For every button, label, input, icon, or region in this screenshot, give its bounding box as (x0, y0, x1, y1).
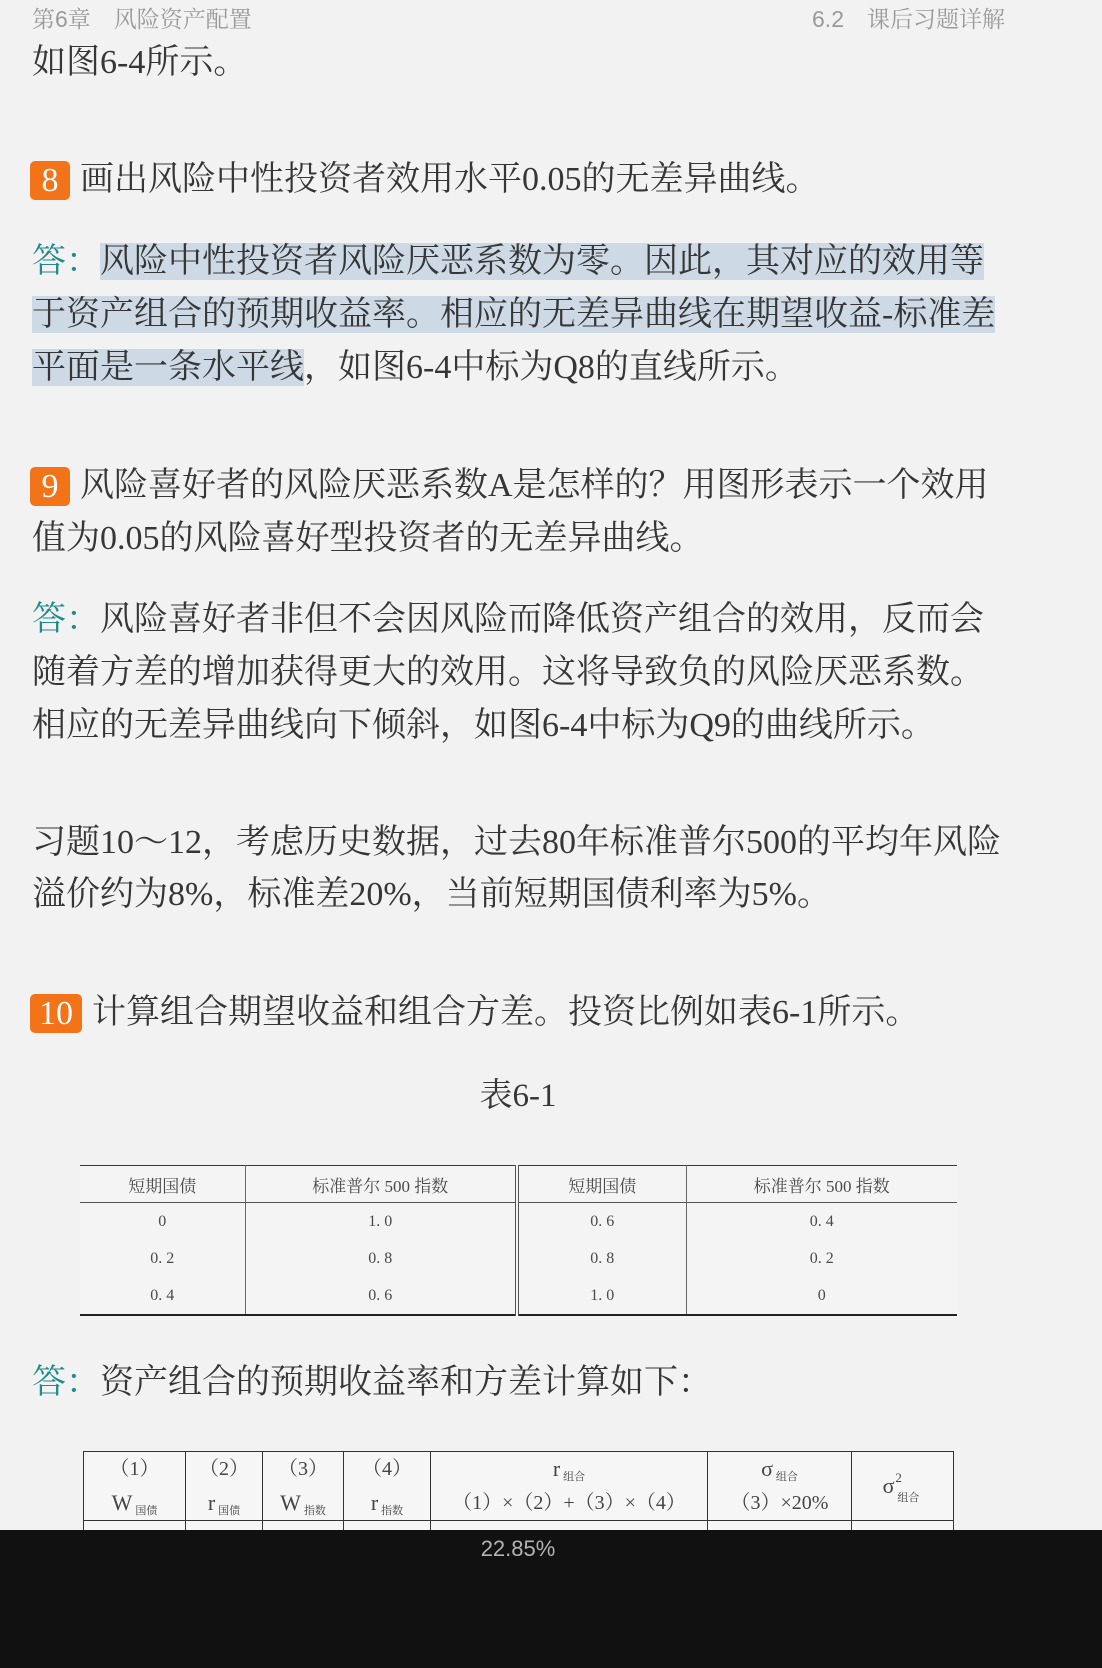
table-cell: 0. 2 (809, 1249, 834, 1267)
header-portfolio-variance (852, 1452, 954, 1521)
symbol: r (370, 1490, 379, 1515)
table-cell: 0. 4 (809, 1212, 834, 1230)
column-symbol (708, 1452, 851, 1486)
column-symbol (852, 1452, 953, 1520)
table-cell: 0. 4 (80, 1277, 245, 1315)
subscript: 国债 (218, 1505, 241, 1517)
answer-label: 答： (32, 243, 100, 280)
column-number: （4） (362, 1458, 412, 1480)
table-cell: 0. 8 (245, 1240, 517, 1277)
table-cell: 0. 2 (80, 1240, 245, 1277)
column-number: （2） (199, 1458, 249, 1480)
exercise-note-line-2: 溢价约为8%，标准差20%，当前短期国债利率为5%。 (32, 876, 831, 913)
question-text: 画出风险中性投资者效用水平0.05的无差异曲线。 (80, 161, 820, 198)
answer-label: 答： (32, 601, 100, 638)
answer-9-line-2: 随着方差的增加获得更大的效用。这将导致负的风险厌恶系数。 (32, 654, 984, 691)
column-symbol (263, 1486, 343, 1520)
answer-8-line-1 (32, 236, 984, 288)
reading-progress: 22.85% (480, 1536, 556, 1561)
header-tbill: 短期国债 (80, 1166, 245, 1203)
subscript: 组合 (563, 1471, 586, 1483)
highlighted-text[interactable]: 风险中性投资者风险厌恶系数为零。因此，其对应的效用等 (100, 243, 984, 280)
question-number-badge: 10 (30, 994, 82, 1033)
header-portfolio-return (431, 1452, 708, 1521)
subscript: 指数 (381, 1505, 404, 1517)
column-symbol (431, 1452, 707, 1486)
script-group (894, 1470, 922, 1505)
column-number: （3） (278, 1458, 328, 1480)
question-number-badge: 9 (30, 467, 70, 506)
header-index-weight (263, 1452, 344, 1521)
table-cell: 0 (80, 1203, 245, 1241)
answer-8-line-3 (32, 342, 799, 394)
header-portfolio-sd (708, 1452, 852, 1521)
table-header-row (84, 1452, 954, 1521)
question-9-line-2: 值为0.05的风险喜好型投资者的无差异曲线。 (32, 520, 704, 557)
answer-text: 风险喜好者非但不会因风险而降低资产组合的效用，反而会 (100, 601, 984, 638)
table-cell: 0. 8 (517, 1240, 686, 1277)
column-formula: （1）×（2）+（3）×（4） (452, 1492, 686, 1514)
question-9 (30, 460, 989, 512)
subscript: 国债 (135, 1505, 158, 1517)
answer-text: ，如图6-4中标为Q8的直线所示。 (304, 349, 799, 386)
progress-footer (0, 1530, 1102, 1668)
question-number-badge: 8 (30, 161, 70, 200)
intro-line: 如图6-4所示。 (32, 44, 248, 81)
header-bill-return (186, 1452, 263, 1521)
header-tbill: 短期国债 (517, 1166, 686, 1203)
symbol: W (280, 1490, 301, 1515)
table-cell: 0. 6 (517, 1203, 686, 1241)
question-text: 计算组合期望收益和组合方差。投资比例如表6-1所示。 (92, 994, 920, 1031)
header-index-return (344, 1452, 431, 1521)
answer-text: 资产组合的预期收益率和方差计算如下： (100, 1364, 712, 1401)
subscript: 组合 (897, 1492, 920, 1505)
table-cell: 0. 6 (245, 1277, 517, 1315)
column-symbol (344, 1486, 430, 1520)
header-sp500: 标准普尔 500 指数 (245, 1166, 517, 1203)
answer-10-line-1 (32, 1357, 712, 1409)
exercise-note-line-1: 习题10～12，考虑历史数据，过去80年标准普尔500的平均年风险 (32, 824, 1001, 861)
header-bill-weight (84, 1452, 186, 1521)
highlighted-text[interactable]: 平面是一条水平线 (32, 349, 304, 386)
table-row (80, 1203, 957, 1241)
symbol: W (111, 1490, 133, 1515)
header-sp500: 标准普尔 500 指数 (686, 1166, 957, 1203)
column-symbol (186, 1486, 262, 1520)
column-formula: （3）×20% (730, 1492, 829, 1514)
subscript: 指数 (303, 1505, 326, 1517)
subscript: 组合 (775, 1471, 798, 1483)
allocation-table (80, 1165, 957, 1316)
symbol: r (552, 1456, 561, 1481)
chapter-title: 第6章 风险资产配置 (32, 6, 252, 32)
table-row (80, 1277, 957, 1315)
symbol: σ (882, 1473, 895, 1498)
table-cell: 1. 0 (245, 1203, 517, 1241)
answer-9-line-1 (32, 594, 984, 646)
superscript: 2 (895, 1470, 902, 1486)
section-title: 6.2 课后习题详解 (812, 6, 1005, 32)
table-header-row (80, 1166, 957, 1203)
column-number: （1） (109, 1458, 160, 1480)
question-10 (30, 987, 919, 1039)
highlighted-text[interactable]: 于资产组合的预期收益率。相应的无差异曲线在期望收益-标准差 (32, 296, 996, 333)
answer-label: 答： (32, 1364, 100, 1401)
question-text: 风险喜好者的风险厌恶系数A是怎样的？用图形表示一个效用 (80, 467, 989, 504)
table-caption: 表6-1 (479, 1078, 557, 1114)
symbol: σ (761, 1456, 773, 1481)
question-8 (30, 154, 820, 206)
column-symbol (84, 1486, 185, 1520)
answer-9-line-3: 相应的无差异曲线向下倾斜，如图6-4中标为Q9的曲线所示。 (32, 707, 935, 744)
answer-8-line-2 (32, 289, 995, 341)
table-cell: 0 (817, 1286, 826, 1304)
table-row (80, 1240, 957, 1277)
symbol: r (207, 1490, 216, 1515)
table-cell: 1. 0 (517, 1277, 686, 1315)
